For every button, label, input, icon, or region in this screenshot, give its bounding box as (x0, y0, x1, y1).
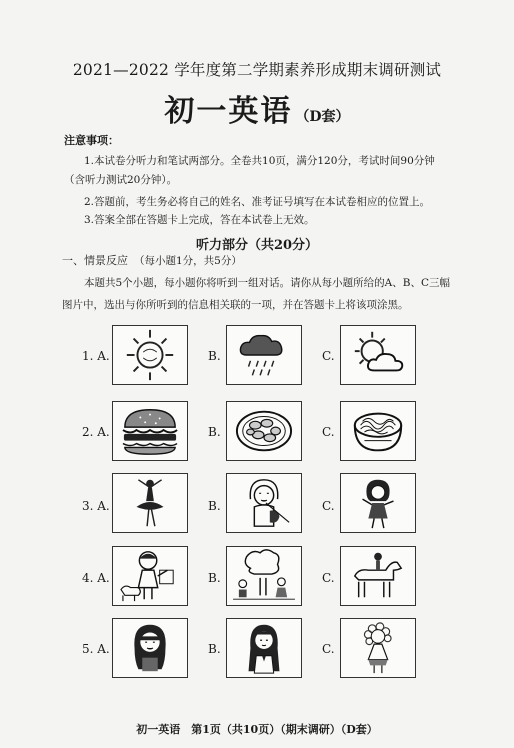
q3-option-c-label: C. (322, 499, 335, 513)
long-hair-girl-icon (113, 619, 187, 677)
q4-option-a-picture (112, 546, 188, 606)
violin-girl-icon (227, 474, 301, 532)
part1-description: 本题共5个小题，每小题你将听到一组对话。请你从每小题所给的A、B、C三幅图片中，选出与你所听到的信息相关联的一项，并在答题卡上将该项涂黑。 (62, 277, 451, 311)
q1-option-c-picture (340, 325, 416, 385)
q2-option-b-label: B. (208, 425, 221, 439)
question-2-label: 2. A. (82, 425, 110, 439)
note-item-2: 2.答题前，考生务必将自己的姓名、准考证号填写在本试卷相应的位置上。 (84, 196, 431, 208)
q4-option-b-label: B. (208, 571, 221, 585)
q1-option-c-label: C. (322, 349, 335, 363)
q3-option-b-picture (226, 473, 302, 533)
q5-option-b-label: B. (208, 642, 221, 656)
q1-option-b-label: B. (208, 349, 221, 363)
q3-option-b-label: B. (208, 499, 221, 513)
q2-option-c-picture (340, 401, 416, 461)
question-5-label: 5. A. (82, 642, 110, 656)
q5-option-b-picture (226, 618, 302, 678)
kids-by-tree-icon (227, 547, 301, 605)
q3-option-a-picture (112, 473, 188, 533)
q1-option-a-picture (112, 325, 188, 385)
horse-rider-icon (341, 547, 415, 605)
note-item-3: 3.答案全部在答题卡上完成，答在本试卷上无效。 (84, 214, 315, 226)
q5-option-c-label: C. (322, 642, 335, 656)
q4-option-b-picture (226, 546, 302, 606)
dancing-girl-icon (341, 474, 415, 532)
q3-option-c-picture (340, 473, 416, 533)
ballet-dancer-icon (113, 474, 187, 532)
sun-icon (113, 326, 187, 384)
part1-score: （每小题1分，共5分） (134, 255, 242, 267)
paper-version: （D套） (295, 109, 350, 125)
rain-cloud-icon (227, 326, 301, 384)
q5-option-a-picture (112, 618, 188, 678)
q4-option-c-label: C. (322, 571, 335, 585)
question-4-label: 4. A. (82, 571, 110, 585)
q2-option-a-picture (112, 401, 188, 461)
subject-title (0, 86, 514, 130)
q1-option-b-picture (226, 325, 302, 385)
page-footer: 初一英语 第1页（共10页）（期末调研）（D套） (136, 723, 378, 736)
question-3-label: 3. A. (82, 499, 110, 513)
question-1-label: 1. A. (82, 349, 110, 363)
cloudy-sun-icon (341, 326, 415, 384)
note-item-1: 1.本试卷分听力和笔试两部分。全卷共10页，满分120分，考试时间90分钟（含听力测试20分钟）。 (64, 155, 435, 186)
notes-heading: 注意事项： (64, 134, 119, 147)
q2-option-c-label: C. (322, 425, 335, 439)
school-girl-icon (227, 619, 301, 677)
part1-heading (62, 252, 242, 268)
q5-option-c-picture (340, 618, 416, 678)
q4-option-c-picture (340, 546, 416, 606)
girl-with-dog-icon (113, 547, 187, 605)
exam-header-title: 2021—2022 学年度第二学期素养形成期末调研测试 (72, 61, 442, 79)
subject-name: 初一英语 (164, 94, 293, 129)
curly-hair-girl-icon (341, 619, 415, 677)
noodles-bowl-icon (341, 402, 415, 460)
part1-title: 一、情景反应 (62, 254, 128, 267)
hamburger-icon (113, 402, 187, 460)
listening-section-heading: 听力部分（共20分） (195, 238, 319, 253)
dumplings-bowl-icon (227, 402, 301, 460)
q2-option-b-picture (226, 401, 302, 461)
